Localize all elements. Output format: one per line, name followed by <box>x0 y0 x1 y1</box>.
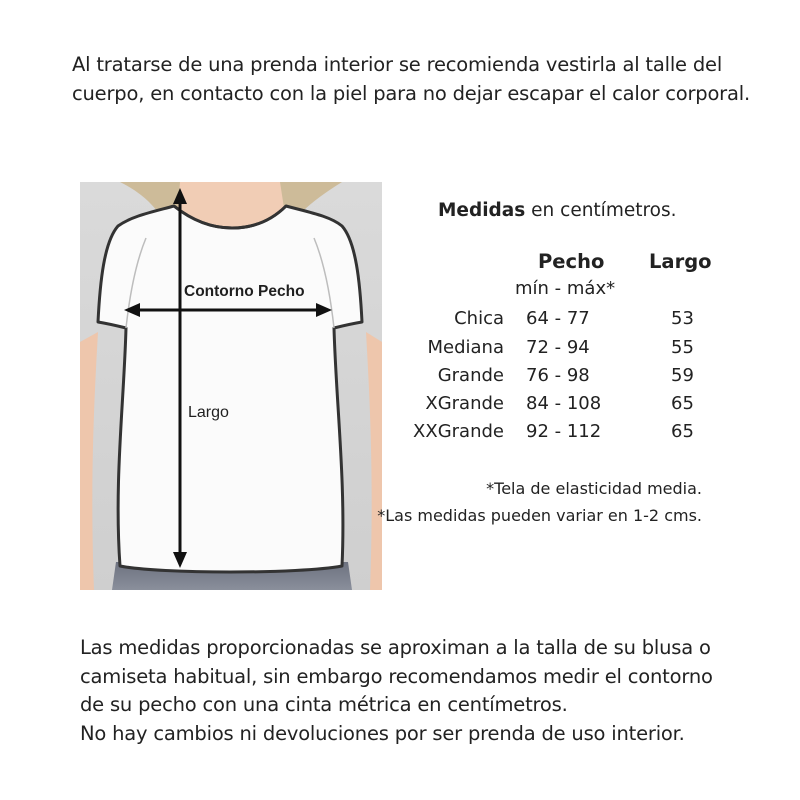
size-name: Grande <box>437 365 504 386</box>
table-row <box>400 393 760 421</box>
elasticity-note: *Tela de elasticidad media. <box>486 479 702 498</box>
size-name: Mediana <box>427 337 504 358</box>
size-name: XGrande <box>425 393 504 414</box>
size-name: XXGrande <box>413 421 504 442</box>
footer-line: No hay cambios ni devoluciones por ser prenda de uso interior. <box>80 721 685 745</box>
header-largo: Largo <box>649 250 712 273</box>
table-title <box>438 200 677 221</box>
pecho-value: 76 - 98 <box>526 365 590 386</box>
table-title-bold: Medidas <box>438 200 526 221</box>
contorno-pecho-label: Contorno Pecho <box>184 283 305 300</box>
pecho-value: 64 - 77 <box>526 308 590 329</box>
largo-value: 55 <box>671 337 694 358</box>
largo-value: 53 <box>671 308 694 329</box>
largo-label: Largo <box>188 404 229 421</box>
header-pecho: Pecho <box>538 250 605 273</box>
footer-line: camiseta habitual, sin embargo recomendamos medir el contorno <box>80 664 713 688</box>
pecho-value: 84 - 108 <box>526 393 602 414</box>
table-row <box>400 337 760 365</box>
tshirt-figure <box>80 182 382 590</box>
size-name: Chica <box>454 308 504 329</box>
largo-value: 65 <box>671 421 694 442</box>
tshirt-illustration <box>80 182 382 590</box>
footer-text <box>80 634 780 748</box>
pecho-range-note: mín - máx* <box>515 278 616 299</box>
largo-value: 59 <box>671 365 694 386</box>
pecho-value: 72 - 94 <box>526 337 590 358</box>
intro-text: Al tratarse de una prenda interior se recomienda vestirla al talle del cuerpo, en contacto con la piel para no dejar escapar el calor corporal. <box>72 53 750 105</box>
table-row <box>400 421 760 449</box>
table-title-rest: en centímetros. <box>525 200 677 221</box>
pecho-value: 92 - 112 <box>526 421 602 442</box>
largo-value: 65 <box>671 393 694 414</box>
table-row <box>400 308 760 336</box>
table-row <box>400 365 760 393</box>
variation-note: *Las medidas pueden variar en 1-2 cms. <box>377 506 702 525</box>
footer-line: de su pecho con una cinta métrica en centímetros. <box>80 693 568 716</box>
footer-line: Las medidas proporcionadas se aproximan a la talla de su blusa o <box>80 636 711 659</box>
